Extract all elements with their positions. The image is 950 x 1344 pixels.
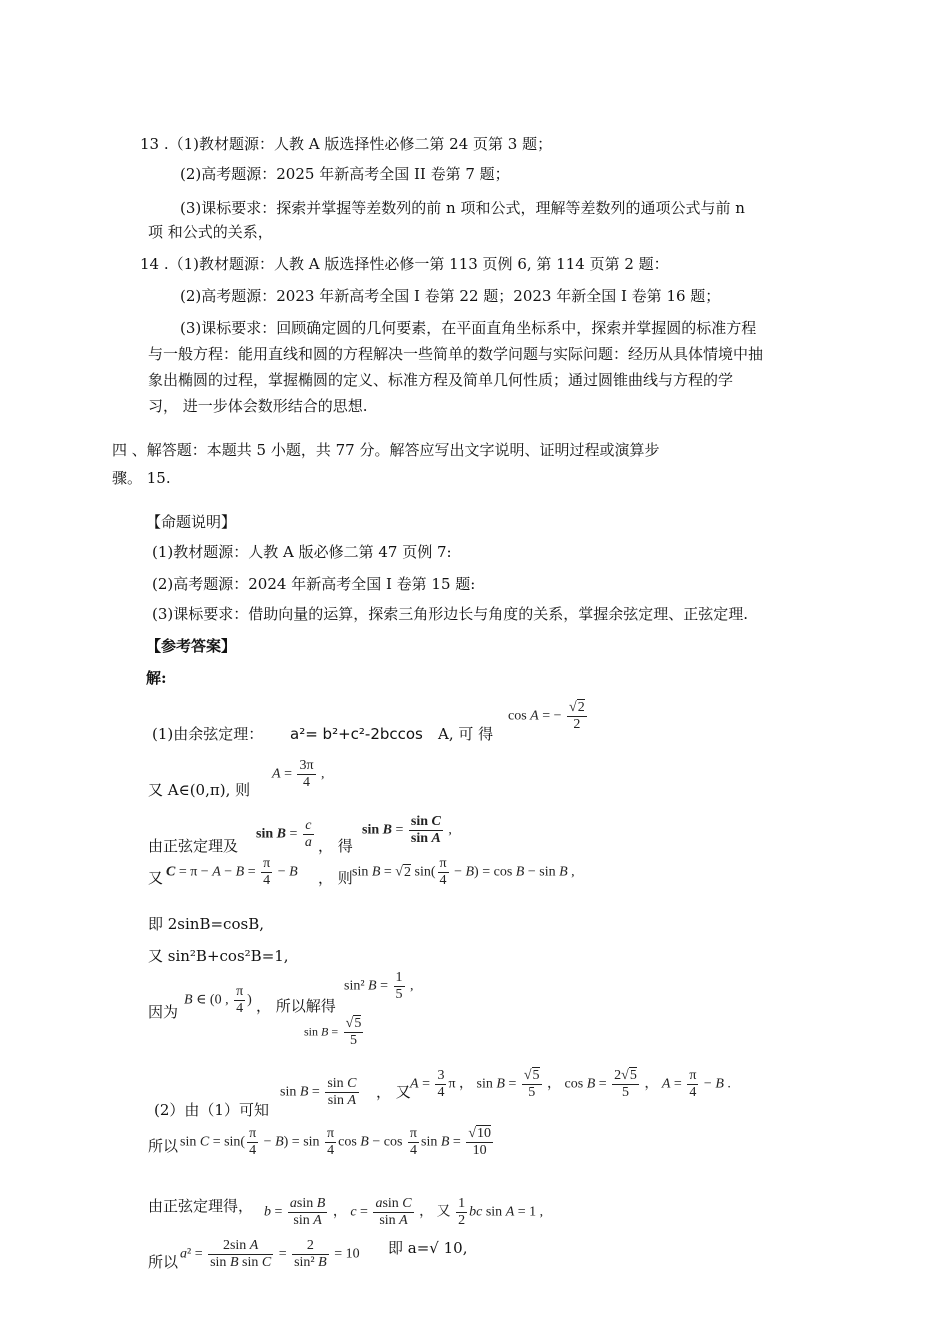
note-header: 【命题说明】 xyxy=(146,513,237,531)
note-line1: (1)教材题源：人教 A 版必修二第 47 页例 7: xyxy=(152,543,452,561)
q14-line2: (2)高考题源：2023 年新高考全国 I 卷第 22 题；2023 年新全国 I 卷第 16 题； xyxy=(180,287,721,305)
step3-text: 由正弦定理及 xyxy=(148,837,239,855)
q13-line1: 13 .（1)教材题源：人教 A 版选择性必修二第 24 页第 3 题； xyxy=(140,135,553,153)
q14-line1: 14 .（1)教材题源：人教 A 版选择性必修一第 113 页例 6, 第 114 页第 2 题： xyxy=(140,255,669,273)
part2-text: (2）由（1）可知 xyxy=(154,1101,269,1119)
solution-label: 解: xyxy=(146,669,167,687)
note-line2: (2)高考题源：2024 年新高考全国 I 卷第 15 题: xyxy=(152,575,476,593)
q14-line4: 与一般方程：能用直线和圆的方程解决一些简单的数学问题与实际问题：经历从具体情境中抽 xyxy=(148,345,764,363)
sin2B-formula: sin² B = $\frac{1}{5}$ , xyxy=(344,970,414,1002)
q14-line3: (3)课标要求：回顾确定圆的几何要素，在平面直角坐标系中，探索并掌握圆的标准方程 xyxy=(180,319,757,337)
q14-line5: 象出椭圆的过程，掌握椭圆的定义、标准方程及简单几何性质；通过圆锥曲线与方程的学 xyxy=(148,371,734,389)
note-line3: (3)课标要求：借助向量的运算，探索三角形边长与角度的关系，掌握余弦定理、正弦定理. xyxy=(152,605,749,623)
sinB-ratio-formula: sin B = $\frac{c}{a}$ xyxy=(256,818,312,850)
step6-text: 又 sin²B+cos²B=1, xyxy=(148,947,289,965)
section4-line1: 四 、解答题：本题共 5 小题，共 77 分。解答应写出文字说明、证明过程或演算步 xyxy=(112,441,660,459)
sinB-expand-formula: sin B = √2 sin( $\frac{\pi}{4}$ − B) = cos B − sin B , xyxy=(352,856,575,888)
answer-header: 【参考答案】 xyxy=(146,637,237,655)
q13-line3: (3)课标要求：探索并掌握等差数列的前 n 项和公式，理解等差数列的通项公式与前 n xyxy=(180,199,745,217)
step1-text: (1)由余弦定理： xyxy=(152,725,264,743)
sinB-value-formula: sin B = $\frac{√5}{5}$ xyxy=(304,1016,362,1048)
C-relation-formula: C = π − A − B = $\frac{\pi}{4}$ − B xyxy=(166,856,298,888)
step1-tail: A, 可 得 xyxy=(438,725,494,743)
q13-line4: 项 和公式的关系， xyxy=(148,223,273,241)
a-squared-formula: a² = $\frac{\text{2sin A}}{\text{sin B sin C}}$ = $\frac{2}{\text{sin² B}}$ = 10 xyxy=(180,1238,360,1270)
step3-mid: ， 得 xyxy=(318,837,353,855)
part3-text: 所以 xyxy=(148,1137,179,1155)
part2-sinB-formula: sin B = $\frac{\text{sin C}}{\text{sin A}}$ xyxy=(280,1076,357,1108)
A-value-formula: A = $\frac{3\pi}{4}$ , xyxy=(272,758,325,790)
B-range-formula: B ∈ (0 , $\frac{\pi}{4}$ ) xyxy=(184,984,252,1016)
section4-line2: 骤。 15. xyxy=(112,469,171,487)
step7-text: 因为 xyxy=(148,1003,179,1021)
step2-text: 又 A∈(0,π), 则 xyxy=(148,781,251,799)
part4-text: 由正弦定理得， xyxy=(148,1197,254,1215)
step4-text: 又 xyxy=(148,869,164,887)
step4-mid: ， 则 xyxy=(318,869,353,887)
step1-formula: a²= b²+c²-2bccos xyxy=(290,725,423,743)
q13-line2: (2)高考题源：2025 年新高考全国 II 卷第 7 题； xyxy=(180,165,510,183)
sinC-formula: sin C = sin( $\frac{\pi}{4}$ − B) = sin $\frac{\pi}{4}$ cos B − cos $\frac{\pi}{4}$ sin B = $\frac{√10}{10}$ xyxy=(180,1126,491,1158)
part2-you: ， 又 xyxy=(376,1083,411,1101)
step5-text: 即 2sinB=cosB, xyxy=(148,915,264,933)
part5-tail: 即 a=√ 10, xyxy=(388,1239,468,1257)
b-c-formula: b = $\frac{\text{asin B}}{\text{sin A}}$ ， c = $\frac{\text{asin C}}{\text{sin A}}$ ， 又 $\frac{1}{2}$ bc sin A = 1 , xyxy=(264,1196,544,1228)
part5-text: 所以 xyxy=(148,1253,179,1271)
part2-values-formula: A = $\frac{3}{4}$ π ， sin B = $\frac{√5}{5}$ ， cos B = $\frac{2√5}{5}$ ， A = $\frac{\pi}{4}$ − B . xyxy=(410,1068,731,1100)
q14-line6: 习， 进一步体会数形结合的思想. xyxy=(148,397,368,415)
sinB-sinC-formula: sin B = $\frac{\text{sin C}}{\text{sin A}}$ , xyxy=(362,814,452,846)
cosA-formula: cos A = − $\frac{√2}{2}$ xyxy=(508,700,585,732)
step7-mid: ， 所以解得 xyxy=(256,997,336,1015)
